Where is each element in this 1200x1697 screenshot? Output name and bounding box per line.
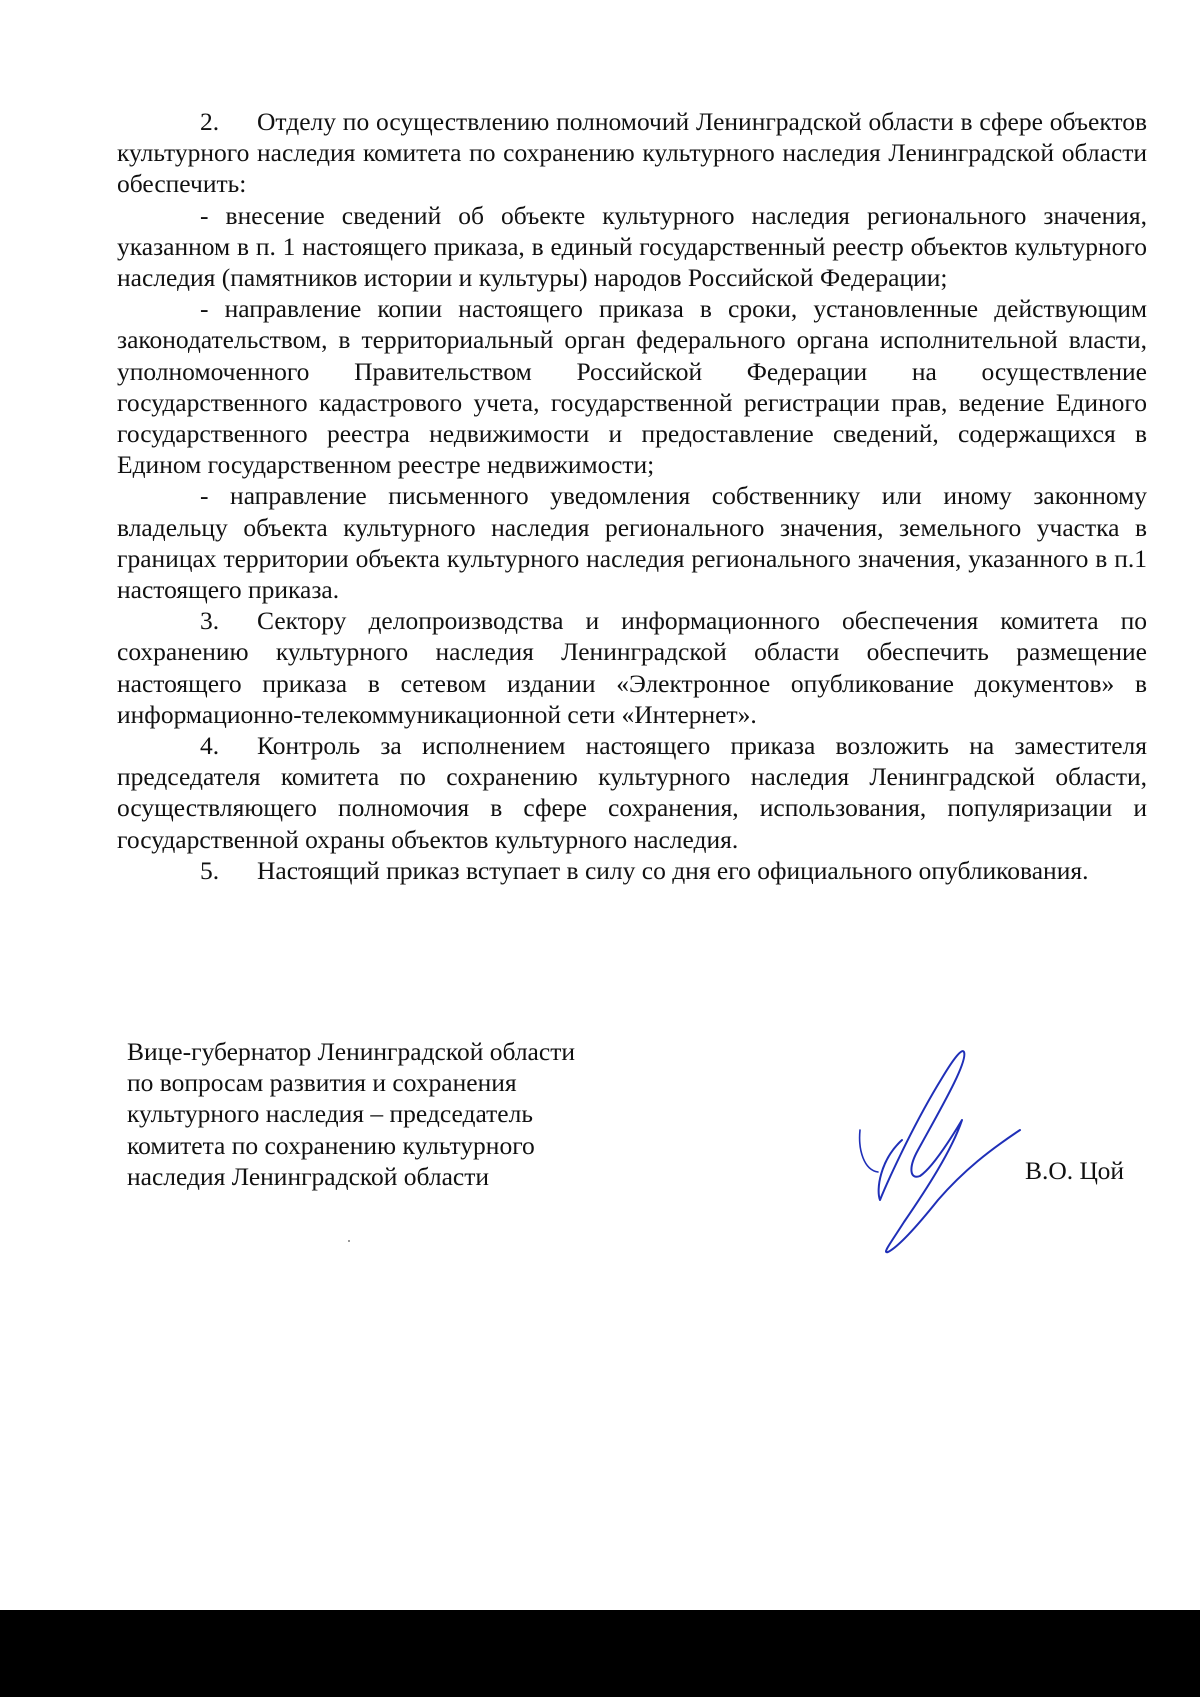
paragraph-text: Настоящий приказ вступает в силу со дня его официального опубликования. [257, 855, 1089, 885]
signer-position-line: культурного наследия – председатель [127, 1099, 533, 1129]
paragraph-number: 5. [200, 855, 220, 885]
paragraph-text: - внесение сведений об объекте культурного наследия регионального значения, указанном в п. 1 настоящего приказа, в единый государственный реестр объектов культурного наследия (памятников истории и культуры) народов Российской Федерации; [117, 200, 1147, 293]
paragraph-text: - направление письменного уведомления собственнику или иному законному владельцу объекта культурного наследия регионального значения, земельного участка в границах территории объекта культурного наследия регионального значения, указанного в п.1 настоящего приказа. [117, 481, 1147, 605]
signer-position-line: наследия Ленинградской области [127, 1161, 490, 1191]
paragraph-text: - направление копии настоящего приказа в сроки, установленные действующим законодательством, в территориальный орган федерального органа исполнительной власти, уполномоченного Правительством Российской Федерации на осуществление государственного кадастрового учета, государственной регистрации прав, ведение Единого государственного реестра недвижимости и предоставление сведений, содержащихся в Едином государственном реестре недвижимости; [117, 294, 1147, 480]
paragraph-4 [117, 730, 1147, 855]
paragraph-2 [117, 106, 1147, 200]
paragraph-text: Отделу по осуществлению полномочий Ленинградской области в сфере объектов культурного наследия комитета по сохранению культурного наследия Ленинградской области обеспечить: [117, 107, 1147, 199]
signer-position-line: Вице-губернатор Ленинградской области [127, 1037, 575, 1066]
paragraph-text: Сектору делопроизводства и информационного обеспечения комитета по сохранению культурного наследия Ленинградской области обеспечить размещение настоящего приказа в сетевом издании «Электронное опубликование документов» в информационно-телекоммуникационной сети «Интернет». [117, 606, 1147, 729]
handwritten-signature [840, 1040, 1030, 1260]
signer-name: В.О. Цой [1025, 1156, 1125, 1185]
scan-speck [348, 1240, 350, 1242]
paragraph-text: Контроль за исполнением настоящего приказа возложить на заместителя председателя комитета по сохранению культурного наследия Ленинградской области, осуществляющего полномочия в сфере сохранения, использования, популяризации и государственной охраны объектов культурного наследия. [117, 731, 1147, 854]
signer-position [127, 1036, 687, 1192]
paragraph-5 [117, 855, 1147, 886]
order-body [117, 106, 1147, 886]
signer-position-line: по вопросам развития и сохранения [127, 1068, 517, 1098]
paragraph-2-bullet-owner-notice [117, 480, 1147, 605]
signer-position-line: комитета по сохранению культурного [127, 1130, 535, 1160]
paragraph-number: 2. [200, 107, 220, 136]
paragraph-2-bullet-registry [117, 200, 1147, 294]
paragraph-2-bullet-cadastre [117, 293, 1147, 480]
paragraph-number: 4. [200, 731, 220, 761]
paragraph-3 [117, 605, 1147, 730]
paragraph-number: 3. [200, 606, 220, 636]
